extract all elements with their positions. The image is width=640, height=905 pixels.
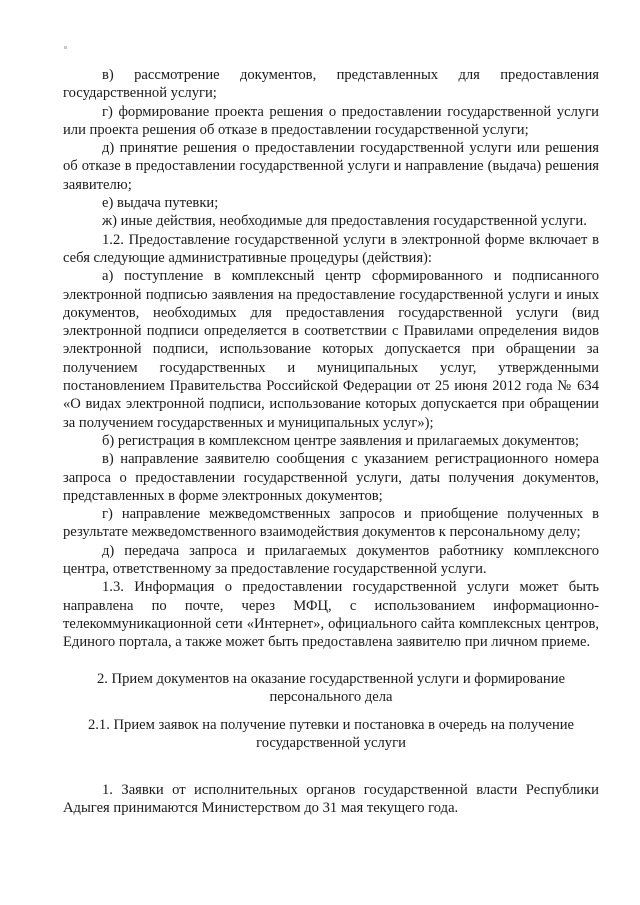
spacer <box>63 753 599 771</box>
document-page <box>63 66 599 817</box>
spacer <box>63 706 599 716</box>
list-item-d: д) принятие решения о предоставлении государственной услуги или решения об отказе в предоставлении государственной услуги и направление (выдача) решения заявителю; <box>63 140 599 193</box>
scan-mark <box>64 46 67 49</box>
section-1-2-item-a: а) поступление в комплексный центр сформированного и подписанного электронной подписью заявления на предоставление государственной услуги и иных документов, необходимых для предоставления государственной услуги (вид электронной подписи определяется в соответствии с Правилами определения видов электронной подписи, использование которых допускается при обращении за получением государственных и муниципальных услуг, утвержденными постановлением Правительства Российской Федерации от 25 июня 2012 года № 634 «О видах электронной подписи, использование которых допускается при обращении за получением государственных и муниципальных услуг»); <box>63 268 599 431</box>
list-item-v: в) рассмотрение документов, представленных для предоставления государственной услуги; <box>63 67 599 102</box>
section-1-2-item-b: б) регистрация в комплексном центре заявления и прилагаемых документов; <box>102 432 580 449</box>
list-item-zh: ж) иные действия, необходимые для предоставления государственной услуги. <box>102 213 587 230</box>
heading-section-2-1: 2.1. Прием заявок на получение путевки и постановка в очередь на получение государственной услуги <box>87 717 575 752</box>
heading-section-2: 2. Прием документов на оказание государственной услуги и формирование персонального дела <box>96 670 566 705</box>
section-1-2-item-v: в) направление заявителю сообщения с указанием регистрационного номера запроса о предоставлении государственной услуги, даты получения документов, представленных в форме электронных документов; <box>63 451 599 504</box>
section-1-2-item-g: г) направление межведомственных запросов и приобщение полученных в результате межведомственного взаимодействия документов к персональному делу; <box>63 506 599 541</box>
spacer <box>63 771 599 781</box>
list-item-e: е) выдача путевки; <box>102 195 219 212</box>
section-1-2-intro: 1.2. Предоставление государственной услуги в электронной форме включает в себя следующие административные процедуры (действия): <box>63 231 599 266</box>
section-1-2-item-d: д) передача запроса и прилагаемых документов работнику комплексного центра, ответственному за предоставление государственной услуги. <box>63 542 599 578</box>
list-item-g: г) формирование проекта решения о предоставлении государственной услуги или проекта решения об отказе в предоставлении государственной услуги; <box>63 103 599 138</box>
section-1-3: 1.3. Информация о предоставлении государственной услуги может быть направлена по почте, через МФЦ, с использованием информационно-телекоммуникационной сети «Интернет», официального сайта комплексных центров, Единого портала, а также может быть предоставлена заявителю при личном приеме. <box>63 579 599 651</box>
paragraph-2-1-1: 1. Заявки от исполнительных органов государственной власти Республики Адыгея принимаются Министерством до 31 мая текущего года. <box>63 781 599 816</box>
spacer <box>63 652 599 670</box>
